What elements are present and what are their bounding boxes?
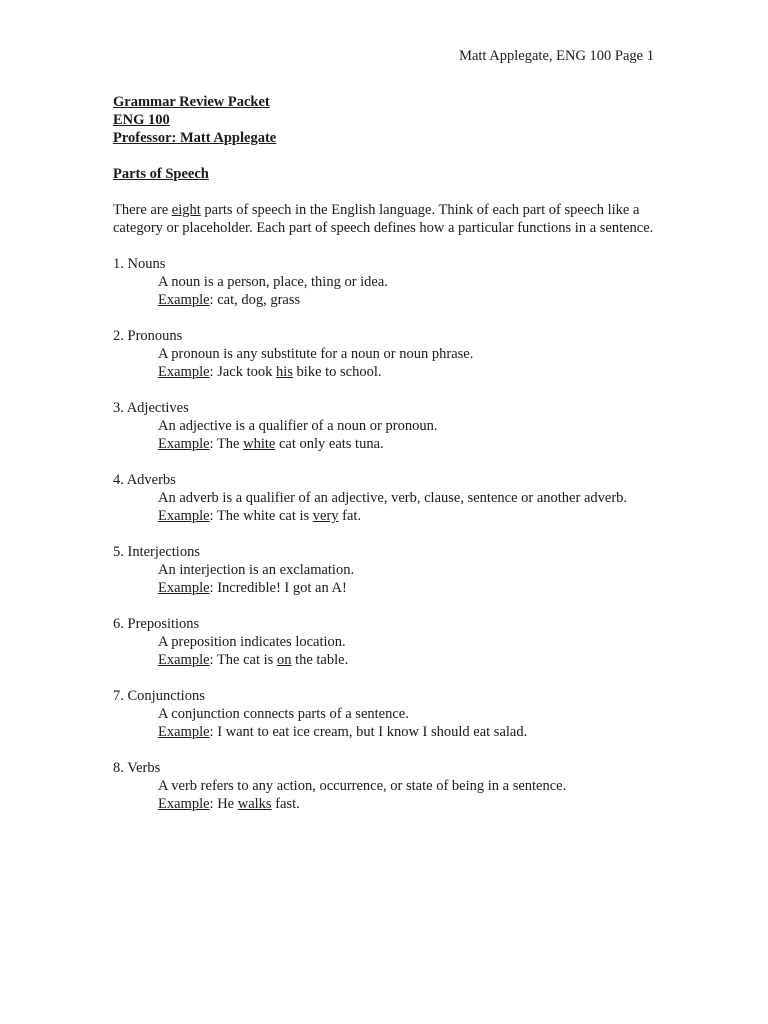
example-text-end: fat. bbox=[338, 508, 362, 524]
example-emphasis: his bbox=[276, 364, 293, 380]
item-example bbox=[113, 435, 658, 453]
item-title: 2. Pronouns bbox=[113, 328, 183, 344]
example-text: : Incredible! I got an A! bbox=[209, 580, 347, 596]
example-text-end: cat only eats tuna. bbox=[275, 436, 384, 452]
item-example bbox=[113, 723, 658, 741]
item-example bbox=[113, 795, 658, 813]
list-item bbox=[113, 543, 658, 597]
example-text: : The white cat is bbox=[209, 508, 313, 524]
item-title: 7. Conjunctions bbox=[113, 688, 205, 704]
list-item bbox=[113, 687, 658, 741]
example-text-end: the table. bbox=[291, 652, 349, 668]
item-title: 3. Adjectives bbox=[113, 400, 189, 416]
item-definition: A conjunction connects parts of a sentence. bbox=[158, 706, 409, 722]
intro-text-end: parts of speech in the English language. Think of each part of speech like a category or placeholder. Each part of speech defines how a particular functions in a sentence. bbox=[113, 202, 654, 236]
example-label: Example bbox=[158, 724, 210, 740]
example-label: Example bbox=[158, 292, 210, 308]
example-text: : He bbox=[209, 796, 238, 812]
example-emphasis: white bbox=[243, 436, 276, 452]
list-item bbox=[113, 759, 658, 813]
document-body bbox=[113, 93, 658, 813]
section-heading: Parts of Speech bbox=[113, 166, 209, 182]
example-emphasis: walks bbox=[237, 796, 272, 812]
item-definition: An adverb is a qualifier of an adjective, verb, clause, sentence or another adverb. bbox=[158, 490, 628, 506]
example-text: : Jack took bbox=[209, 364, 276, 380]
list-item bbox=[113, 327, 658, 381]
list-item bbox=[113, 255, 658, 309]
list-item bbox=[113, 471, 658, 525]
course-code: ENG 100 bbox=[113, 112, 170, 128]
example-text: : cat, dog, grass bbox=[209, 292, 301, 308]
example-text-end: bike to school. bbox=[292, 364, 382, 380]
intro-emphasis: eight bbox=[171, 202, 201, 218]
item-example bbox=[113, 579, 658, 597]
example-emphasis: very bbox=[312, 508, 339, 524]
item-title: 4. Adverbs bbox=[113, 472, 176, 488]
example-label: Example bbox=[158, 364, 210, 380]
example-emphasis: on bbox=[276, 652, 292, 668]
item-definition: An interjection is an exclamation. bbox=[158, 562, 355, 578]
example-label: Example bbox=[158, 580, 210, 596]
example-label: Example bbox=[158, 652, 210, 668]
example-label: Example bbox=[158, 796, 210, 812]
intro-text-start: There are bbox=[113, 202, 172, 218]
example-text: : I want to eat ice cream, but I know I should eat salad. bbox=[209, 724, 528, 740]
item-definition: A pronoun is any substitute for a noun or noun phrase. bbox=[158, 346, 474, 362]
example-text-end: fast. bbox=[271, 796, 300, 812]
item-title: 6. Prepositions bbox=[113, 616, 200, 632]
item-example bbox=[113, 291, 658, 309]
item-definition: A preposition indicates location. bbox=[158, 634, 346, 650]
example-text: : The bbox=[209, 436, 244, 452]
item-title: 8. Verbs bbox=[113, 760, 161, 776]
item-definition: A noun is a person, place, thing or idea. bbox=[158, 274, 388, 290]
item-example bbox=[113, 363, 658, 381]
list-item bbox=[113, 615, 658, 669]
packet-title: Grammar Review Packet bbox=[113, 94, 270, 110]
item-definition: A verb refers to any action, occurrence, or state of being in a sentence. bbox=[158, 778, 567, 794]
item-example bbox=[113, 507, 658, 525]
item-example bbox=[113, 651, 658, 669]
item-title: 1. Nouns bbox=[113, 256, 166, 272]
title-block bbox=[113, 93, 658, 147]
item-title: 5. Interjections bbox=[113, 544, 200, 560]
list-item bbox=[113, 399, 658, 453]
intro-paragraph bbox=[113, 201, 658, 237]
example-label: Example bbox=[158, 436, 210, 452]
example-text: : The cat is bbox=[209, 652, 277, 668]
professor-name: Professor: Matt Applegate bbox=[113, 130, 277, 146]
example-label: Example bbox=[158, 508, 210, 524]
item-definition: An adjective is a qualifier of a noun or pronoun. bbox=[158, 418, 438, 434]
running-header: Matt Applegate, ENG 100 Page 1 bbox=[459, 48, 654, 64]
